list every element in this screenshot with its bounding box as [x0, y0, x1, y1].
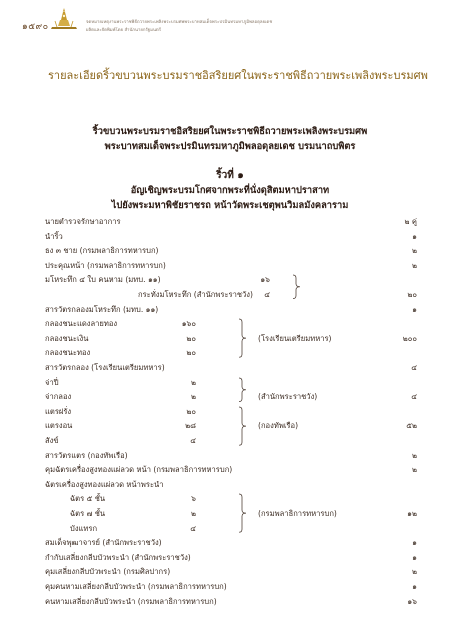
list-item-count: ๒: [190, 377, 196, 387]
list-item-count: ๒: [190, 392, 196, 402]
procession-line-2: ไปยังพระมหาพิชัยราชรถ หน้าวัดพระเชตุพนวิมลมังคลาราม: [111, 200, 349, 211]
list-item-label: กลองชนะทอง: [45, 348, 91, 358]
list-item-label: กลองชนะแดงลายทอง: [45, 319, 118, 329]
list-item-label: สารวัตรแตร (กองทัพเรือ): [45, 450, 128, 460]
list-item-label: ประคุณหน้า (กรมพลาธิการทหารบก): [45, 260, 166, 270]
grouping-brace: [238, 319, 248, 357]
grouping-brace: [238, 494, 248, 532]
list-item-total: ๒: [411, 567, 417, 577]
list-item-group: (สำนักพระราชวัง): [258, 392, 318, 402]
list-item-total: ๑: [412, 304, 417, 314]
list-item-label: ฉัตรเครื่องสูงทองแผ่ลวด หน้าพระนำ: [45, 479, 164, 489]
list-item-label: แตรงอน: [45, 421, 73, 431]
list-item-label: นำริ้ว: [45, 231, 63, 241]
list-item-total: ๒๐๐: [402, 333, 417, 343]
list-item-count: ๒๐: [186, 348, 196, 358]
list-item-label: ฉัตร ๕ ชั้น: [70, 494, 106, 504]
list-item-group: (กรมพลาธิการทหารบก): [258, 509, 337, 518]
list-item-count: ๒๐: [186, 333, 196, 343]
list-item-group: (โรงเรียนเตรียมทหาร): [258, 333, 332, 343]
list-item-label: คุมเสลี่ยงกลีบบัวพระนำ (กรมศิลปากร): [45, 567, 171, 577]
list-item-label: ฉัตร ๗ ชั้น: [70, 509, 106, 518]
list-item-label: คุมคนหามเสลี่ยงกลีบบัวพระนำ (กรมพลาธิการทหารบก): [45, 582, 227, 591]
list-item-total: ๒: [411, 465, 417, 475]
list-item-label: กำกับเสลี่ยงกลีบบัวพระนำ (สำนักพระราชวัง): [45, 552, 191, 562]
list-item-label: กลองชนะเงิน: [45, 333, 89, 343]
list-item-total: ๕๒: [406, 421, 417, 431]
list-item-label: จ่าปี่: [45, 377, 59, 387]
list-item-label: ธง ๓ ชาย (กรมพลาธิการทหารบก): [45, 246, 159, 256]
list-item-count: ๒: [190, 509, 196, 518]
grouping-brace: [292, 275, 302, 299]
list-item-total: ๔: [411, 392, 417, 402]
list-item-label: สมเด็จพุฒาจารย์ (สำนักพระราชวัง): [45, 538, 162, 548]
procession-number: ริ้วที่ ๑: [216, 170, 244, 181]
list-item-total: ๔: [411, 363, 417, 372]
list-item-total: ๒๐: [407, 290, 417, 299]
list-item-total: ๑: [412, 582, 417, 591]
list-item-total: ๑๖: [407, 596, 417, 606]
list-item-label: บังแทรก: [70, 523, 98, 533]
list-item-count: ๖: [191, 494, 196, 504]
page-number: ๑๕๙๐: [22, 22, 49, 32]
list-item-total: ๒: [411, 246, 417, 256]
list-item-total: ๑: [412, 538, 417, 548]
list-item-label: สังข์: [45, 436, 59, 445]
list-item-total: ๒: [411, 450, 417, 460]
list-item-label: จ่ากลอง: [45, 392, 72, 402]
header-line-2: ผลิตและจัดพิมพ์โดย สำนักนายกรัฐมนตรี: [86, 28, 162, 33]
title-line-2: พระบาทสมเด็จพระปรมินทรมหาภูมิพลอดุลยเดช บรมนาถบพิตร: [104, 141, 356, 152]
title-line-1: ริ้วขบวนพระบรมราชอิสริยยศในพระราชพิธีถวายพระเพลิงพระบรมศพ: [92, 126, 368, 137]
grouping-brace: [238, 407, 248, 445]
list-item-count: ๔: [190, 436, 196, 445]
list-item-total: ๒ คู่: [404, 217, 417, 226]
list-item-count: ๔: [190, 523, 196, 533]
list-item-label: สารวัตรกลอง (โรงเรียนเตรียมทหาร): [45, 363, 165, 372]
list-item-count: ๒๐: [186, 406, 196, 416]
list-item-label: คนหามเสลี่ยงกลีบบัวพระนำ (กรมพลาธิการทหารบก): [45, 596, 217, 606]
list-item-count: ๒๘: [185, 421, 196, 431]
list-item-total: ๑: [412, 552, 417, 562]
grouping-brace: [238, 378, 248, 402]
list-item-label: มโหระทึก ๔ ใบ คนหาม (มทบ. ๑๑): [45, 275, 161, 285]
list-item-label: กระทั่งมโหระทึก (สำนักพระราชวัง): [138, 290, 253, 299]
list-item-total: ๒: [411, 260, 417, 270]
procession-line-1: อัญเชิญพระบรมโกศจากพระที่นั่งดุสิตมหาปราสาท: [130, 185, 330, 196]
list-item-label: แตรฝรั่ง: [45, 406, 72, 416]
royal-crest-icon: [48, 7, 80, 33]
section-title: รายละเอียดริ้วขบวนพระบรมราชอิสริยยศในพระราชพิธีถวายพระเพลิงพระบรมศพ: [48, 69, 428, 82]
header-line-1: จดหมายเหตุงานพระราชพิธีถวายพระเพลิงพระบรมศพพระบาทสมเด็จพระปรมินทรมหาภูมิพลอดุลยเดช: [86, 20, 273, 25]
list-item-label: นายตำรวจรักษาอาการ: [45, 217, 121, 226]
list-item-count: ๔: [264, 290, 270, 299]
list-item-label: คุมฉัตรเครื่องสูงทองแผ่ลวด หน้า (กรมพลาธิการทหารบก): [45, 465, 233, 475]
list-item-count: ๑๖: [260, 275, 270, 285]
list-item-count: ๑๖๐: [181, 319, 196, 329]
list-item-total: ๑: [412, 231, 417, 241]
list-item-label: สารวัตรกลองมโหระทึก (มทบ. ๑๑): [45, 304, 159, 314]
list-item-group: (กองทัพเรือ): [258, 421, 299, 431]
list-item-total: ๑๒: [407, 509, 417, 518]
